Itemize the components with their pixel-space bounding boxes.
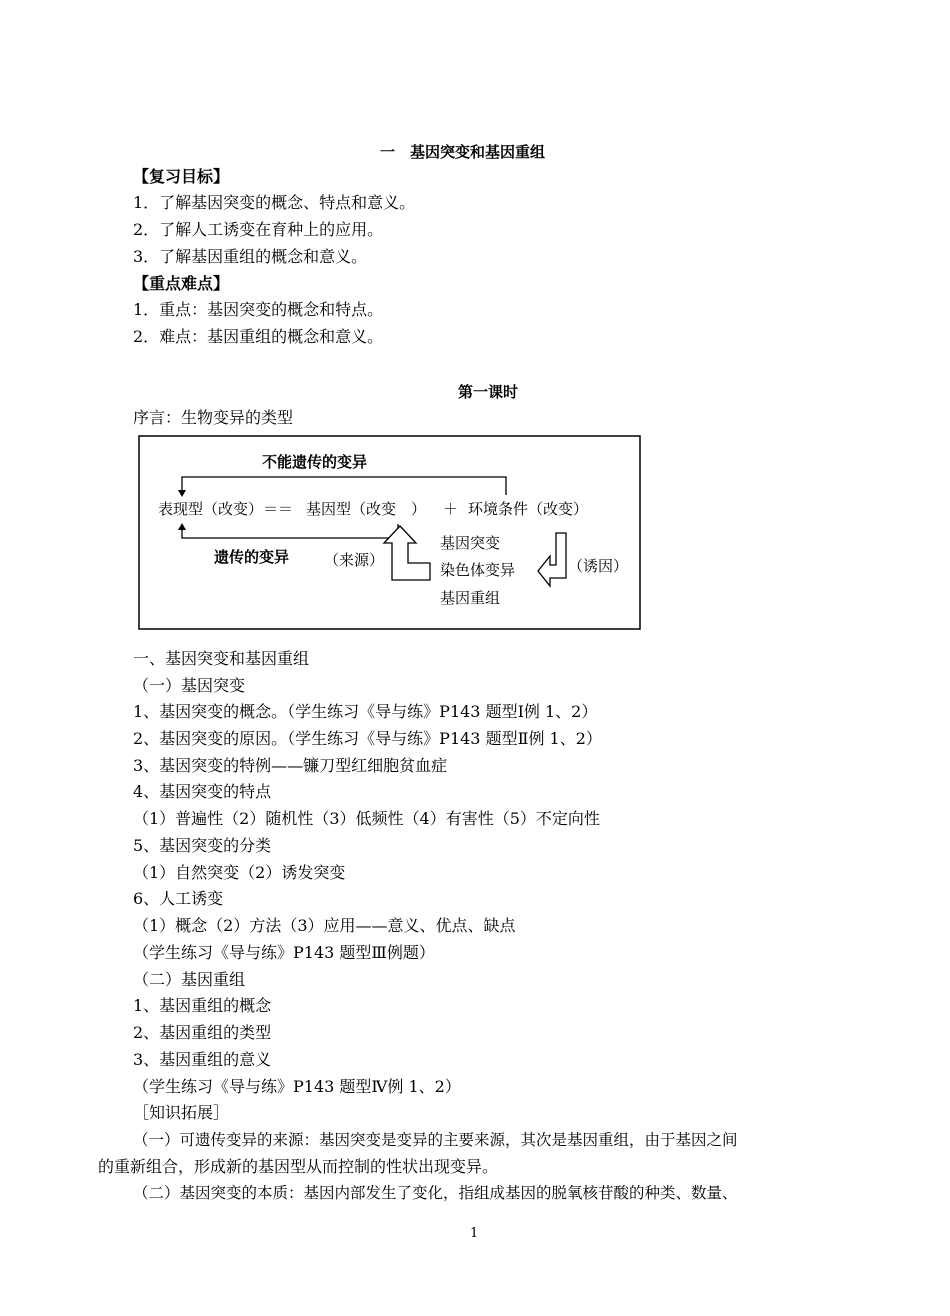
body-line: （学生练习《导与练》P143 题型Ⅳ例 1、2） bbox=[133, 1077, 461, 1096]
phenotype-label: 表现型（改变）＝＝ bbox=[158, 500, 294, 518]
body-line: （二）基因重组 bbox=[133, 970, 246, 989]
non-heritable-label: 不能遗传的变异 bbox=[262, 453, 368, 471]
paragraph-line: 的重新组合，形成新的基因型从而控制的性状出现变异。 bbox=[98, 1157, 499, 1176]
variation-types-diagram bbox=[138, 435, 642, 631]
review-goals-heading: 【复习目标】 bbox=[133, 167, 230, 186]
body-line: 一、基因突变和基因重组 bbox=[133, 649, 310, 668]
body-line: （1）普遍性（2）随机性（3）低频性（4）有害性（5）不定向性 bbox=[133, 809, 600, 828]
source-item: 染色体变异 bbox=[440, 561, 516, 579]
environment-label: 环境条件（改变） bbox=[468, 500, 589, 518]
body-line: 5、基因突变的分类 bbox=[133, 836, 272, 855]
key-point-item: 1．重点：基因突变的概念和特点。 bbox=[133, 300, 384, 319]
body-line: （1）自然突变（2）诱发突变 bbox=[133, 863, 346, 882]
body-line: （学生练习《导与练》P143 题型Ⅲ例题） bbox=[133, 943, 435, 962]
inducer-label: （诱因） bbox=[568, 557, 629, 575]
lesson-title: 第一课时 bbox=[458, 383, 519, 401]
body-line: 2、基因重组的类型 bbox=[133, 1023, 272, 1042]
source-label: （来源） bbox=[324, 551, 385, 569]
paragraph-line: （一）可遗传变异的来源：基因突变是变异的主要来源，其次是基因重组，由于基因之间 bbox=[133, 1131, 738, 1149]
body-line: 1、基因突变的概念。（学生练习《导与练》P143 题型Ⅰ例 1、2） bbox=[133, 702, 598, 721]
key-points-heading: 【重点难点】 bbox=[133, 274, 230, 293]
paragraph-line: （二）基因突变的本质：基因内部发生了变化，指组成基因的脱氧核苷酸的种类、数量、 bbox=[133, 1184, 738, 1202]
source-item: 基因重组 bbox=[440, 589, 501, 607]
page-number: 1 bbox=[470, 1226, 479, 1241]
section-title: 一 基因突变和基因重组 bbox=[380, 143, 546, 161]
key-point-item: 2．难点：基因重组的概念和意义。 bbox=[133, 327, 384, 346]
body-line: ［知识拓展］ bbox=[133, 1103, 230, 1122]
body-line: 3、基因突变的特例——镰刀型红细胞贫血症 bbox=[133, 756, 448, 775]
heritable-label: 遗传的变异 bbox=[214, 548, 290, 566]
genotype-label: 基因型（改变 ） bbox=[306, 500, 427, 518]
goal-item: 3．了解基因重组的概念和意义。 bbox=[133, 247, 368, 266]
body-line: 3、基因重组的意义 bbox=[133, 1050, 272, 1069]
plus-sign: ＋ bbox=[443, 500, 459, 518]
body-line: 1、基因重组的概念 bbox=[133, 996, 272, 1015]
body-line: 4、基因突变的特点 bbox=[133, 782, 272, 801]
body-line: 6、人工诱变 bbox=[133, 889, 224, 908]
body-line: 2、基因突变的原因。（学生练习《导与练》P143 题型Ⅱ例 1、2） bbox=[133, 729, 602, 748]
body-line: （一）基因突变 bbox=[133, 676, 246, 695]
preface: 序言：生物变异的类型 bbox=[133, 408, 294, 427]
goal-item: 2．了解人工诱变在育种上的应用。 bbox=[133, 220, 384, 239]
goal-item: 1．了解基因突变的概念、特点和意义。 bbox=[133, 193, 416, 212]
source-item: 基因突变 bbox=[440, 534, 501, 552]
body-line: （1）概念（2）方法（3）应用——意义、优点、缺点 bbox=[133, 916, 516, 935]
